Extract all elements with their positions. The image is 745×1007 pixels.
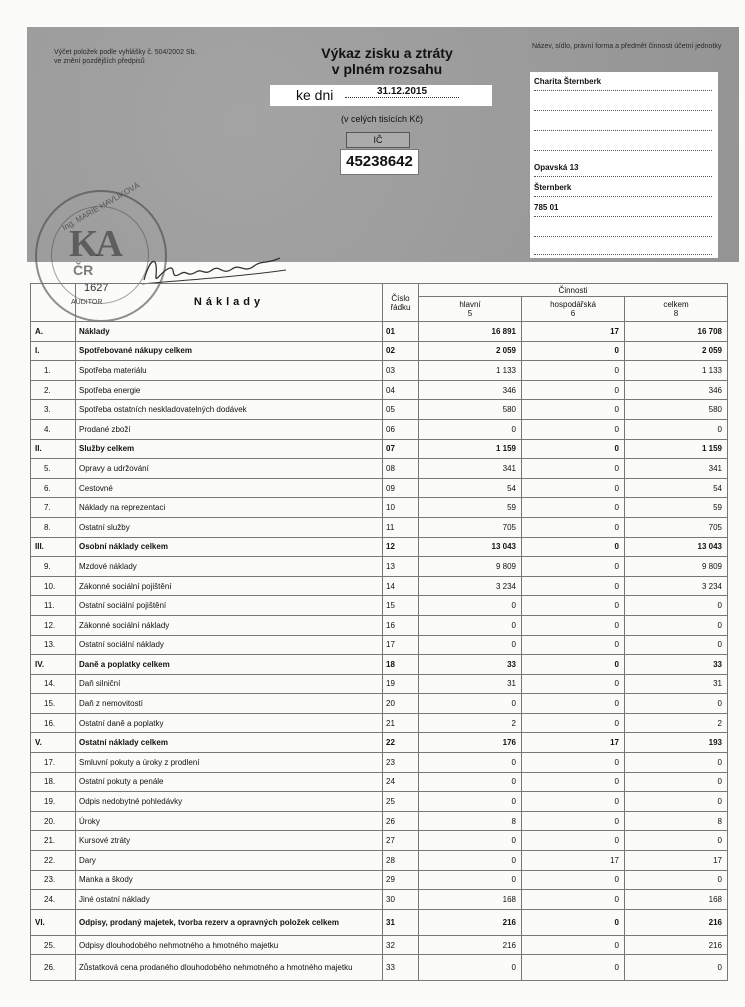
row-value-econ: 0 <box>522 419 625 439</box>
row-line-number: 26 <box>383 811 419 831</box>
row-line-number: 02 <box>383 341 419 361</box>
row-value-total: 346 <box>625 380 728 400</box>
row-value-total: 0 <box>625 635 728 655</box>
row-code: V. <box>31 733 76 753</box>
row-value-main: 2 059 <box>419 341 522 361</box>
table-row <box>31 870 728 890</box>
row-line-number: 08 <box>383 459 419 479</box>
row-value-total: 31 <box>625 674 728 694</box>
row-value-main: 0 <box>419 955 522 981</box>
row-line-number: 30 <box>383 890 419 910</box>
row-line-number: 32 <box>383 935 419 955</box>
row-label: Odpisy, prodaný majetek, tvorba rezerv a opravných položek celkem <box>76 909 383 935</box>
row-label: Služby celkem <box>76 439 383 459</box>
row-code: 14. <box>31 674 76 694</box>
row-value-econ: 0 <box>522 459 625 479</box>
row-line-number: 17 <box>383 635 419 655</box>
table-row <box>31 439 728 459</box>
row-value-total: 0 <box>625 772 728 792</box>
row-value-econ: 0 <box>522 890 625 910</box>
table-row <box>31 733 728 753</box>
row-line-number: 29 <box>383 870 419 890</box>
head-col-total <box>625 297 728 322</box>
table-row <box>31 596 728 616</box>
row-line-number: 19 <box>383 674 419 694</box>
row-value-total: 33 <box>625 655 728 675</box>
head-activities: Činnosti <box>419 284 728 297</box>
row-number-label: řádku <box>390 302 411 312</box>
entity-line: Charita Šternberk <box>534 74 712 91</box>
col-main-label: hlavní <box>459 300 481 309</box>
row-value-main: 705 <box>419 517 522 537</box>
row-value-total: 216 <box>625 909 728 935</box>
row-value-econ: 17 <box>522 322 625 342</box>
row-label: Ostatní náklady celkem <box>76 733 383 753</box>
table-row <box>31 380 728 400</box>
row-value-total: 0 <box>625 831 728 851</box>
row-value-econ: 17 <box>522 733 625 753</box>
table-row <box>31 811 728 831</box>
row-line-number: 05 <box>383 400 419 420</box>
row-value-total: 16 708 <box>625 322 728 342</box>
row-label: Náklady <box>76 322 383 342</box>
col-econ-label: hospodářská <box>550 300 596 309</box>
row-value-total: 3 234 <box>625 576 728 596</box>
row-label: Daně a poplatky celkem <box>76 655 383 675</box>
stamp-number: 1627 <box>84 282 109 294</box>
entity-line <box>534 238 712 255</box>
table-row <box>31 400 728 420</box>
row-value-econ: 0 <box>522 596 625 616</box>
table-row <box>31 831 728 851</box>
row-label: Spotřeba materiálu <box>76 361 383 381</box>
row-value-main: 33 <box>419 655 522 675</box>
row-value-main: 216 <box>419 935 522 955</box>
legal-note: Výčet položek podle vyhlášky č. 504/2002 Sb. ve znění pozdějších předpisů <box>54 49 197 65</box>
row-value-main: 54 <box>419 478 522 498</box>
row-line-number: 07 <box>383 439 419 459</box>
row-value-total: 0 <box>625 694 728 714</box>
row-line-number: 09 <box>383 478 419 498</box>
row-line-number: 04 <box>383 380 419 400</box>
table-row <box>31 890 728 910</box>
document-title <box>277 45 497 77</box>
stamp-bottom-text: AUDITOR <box>71 299 103 306</box>
col-total-label: celkem <box>663 300 689 309</box>
row-line-number: 18 <box>383 655 419 675</box>
row-value-econ: 0 <box>522 935 625 955</box>
row-label: Opravy a udržování <box>76 459 383 479</box>
head-col-econ <box>522 297 625 322</box>
row-value-total: 0 <box>625 955 728 981</box>
row-value-total: 168 <box>625 890 728 910</box>
row-code: A. <box>31 322 76 342</box>
table-row <box>31 955 728 981</box>
row-value-total: 9 809 <box>625 557 728 577</box>
row-line-number: 13 <box>383 557 419 577</box>
stamp-mark: KA <box>69 223 120 265</box>
table-row <box>31 419 728 439</box>
table-row <box>31 498 728 518</box>
row-value-econ: 0 <box>522 478 625 498</box>
row-line-number: 16 <box>383 615 419 635</box>
row-label: Daň silniční <box>76 674 383 694</box>
row-value-main: 0 <box>419 753 522 773</box>
units-note: (v celých tisících Kč) <box>340 114 423 124</box>
row-label: Osobní náklady celkem <box>76 537 383 557</box>
row-value-main: 1 133 <box>419 361 522 381</box>
entity-line: 785 01 <box>534 200 712 217</box>
table-row <box>31 772 728 792</box>
row-label: Spotřeba ostatních neskladovatelných dodávek <box>76 400 383 420</box>
date-box <box>270 85 492 106</box>
costs-table <box>30 283 728 981</box>
row-code: 1. <box>31 361 76 381</box>
table-row <box>31 341 728 361</box>
row-value-total: 0 <box>625 870 728 890</box>
row-value-main: 0 <box>419 772 522 792</box>
row-code: 22. <box>31 851 76 871</box>
row-line-number: 20 <box>383 694 419 714</box>
row-label: Cestovné <box>76 478 383 498</box>
row-line-number: 14 <box>383 576 419 596</box>
row-code: 5. <box>31 459 76 479</box>
row-value-main: 168 <box>419 890 522 910</box>
row-label: Ostatní sociální pojištění <box>76 596 383 616</box>
entity-line <box>534 114 712 131</box>
table-title: Náklady <box>193 296 265 308</box>
row-value-econ: 0 <box>522 955 625 981</box>
row-line-number: 25 <box>383 792 419 812</box>
col-econ-number: 6 <box>570 309 576 318</box>
row-line-number: 06 <box>383 419 419 439</box>
stamp-country: ČR <box>73 262 94 278</box>
row-code: 26. <box>31 955 76 981</box>
row-value-total: 341 <box>625 459 728 479</box>
row-value-econ: 0 <box>522 674 625 694</box>
row-value-total: 580 <box>625 400 728 420</box>
row-code: 20. <box>31 811 76 831</box>
row-label: Ostatní pokuty a penále <box>76 772 383 792</box>
row-value-econ: 0 <box>522 400 625 420</box>
table-row <box>31 459 728 479</box>
row-line-number: 28 <box>383 851 419 871</box>
row-value-econ: 0 <box>522 341 625 361</box>
row-value-total: 1 159 <box>625 439 728 459</box>
row-value-main: 0 <box>419 419 522 439</box>
head-blank <box>31 284 76 322</box>
row-line-number: 27 <box>383 831 419 851</box>
head-col-main <box>419 297 522 322</box>
row-value-econ: 0 <box>522 713 625 733</box>
row-value-total: 8 <box>625 811 728 831</box>
row-value-main: 0 <box>419 851 522 871</box>
table-row <box>31 909 728 935</box>
row-value-econ: 0 <box>522 792 625 812</box>
row-code: 24. <box>31 890 76 910</box>
table-row <box>31 361 728 381</box>
table-row <box>31 576 728 596</box>
row-label: Úroky <box>76 811 383 831</box>
row-label: Manka a škody <box>76 870 383 890</box>
row-value-total: 0 <box>625 792 728 812</box>
row-value-total: 193 <box>625 733 728 753</box>
row-value-main: 0 <box>419 615 522 635</box>
entity-line <box>534 220 712 237</box>
row-line-number: 24 <box>383 772 419 792</box>
row-value-main: 0 <box>419 596 522 616</box>
row-label: Smluvní pokuty a úroky z prodlení <box>76 753 383 773</box>
row-code: 19. <box>31 792 76 812</box>
row-value-econ: 0 <box>522 870 625 890</box>
table-row <box>31 694 728 714</box>
row-value-main: 59 <box>419 498 522 518</box>
row-value-total: 0 <box>625 419 728 439</box>
table-row <box>31 851 728 871</box>
row-value-econ: 17 <box>522 851 625 871</box>
row-value-total: 0 <box>625 596 728 616</box>
row-value-main: 0 <box>419 635 522 655</box>
row-line-number: 22 <box>383 733 419 753</box>
entity-line <box>534 134 712 151</box>
row-line-number: 03 <box>383 361 419 381</box>
row-label: Spotřebované nákupy celkem <box>76 341 383 361</box>
row-code: 9. <box>31 557 76 577</box>
row-value-total: 216 <box>625 935 728 955</box>
row-value-main: 580 <box>419 400 522 420</box>
row-code: 7. <box>31 498 76 518</box>
row-value-main: 346 <box>419 380 522 400</box>
row-value-total: 705 <box>625 517 728 537</box>
row-label: Kursové ztráty <box>76 831 383 851</box>
entity-note: Název, sídlo, právní forma a předmět činnosti účetní jednotky <box>532 43 722 50</box>
row-value-total: 2 059 <box>625 341 728 361</box>
stamp-top-text: Ing. MARIE HAVLÍKOVÁ <box>60 180 142 233</box>
row-line-number: 11 <box>383 517 419 537</box>
row-label: Odpis nedobytné pohledávky <box>76 792 383 812</box>
row-label: Jiné ostatní náklady <box>76 890 383 910</box>
table-row <box>31 478 728 498</box>
row-code: 8. <box>31 517 76 537</box>
row-value-main: 3 234 <box>419 576 522 596</box>
row-value-total: 17 <box>625 851 728 871</box>
table-head-row-1 <box>31 284 728 297</box>
row-label: Ostatní sociální náklady <box>76 635 383 655</box>
table-row <box>31 753 728 773</box>
row-value-econ: 0 <box>522 615 625 635</box>
row-code: VI. <box>31 909 76 935</box>
row-code: 25. <box>31 935 76 955</box>
row-value-main: 0 <box>419 831 522 851</box>
entity-line <box>534 94 712 111</box>
row-code: 4. <box>31 419 76 439</box>
row-code: 3. <box>31 400 76 420</box>
row-value-total: 0 <box>625 753 728 773</box>
row-code: 17. <box>31 753 76 773</box>
row-value-main: 9 809 <box>419 557 522 577</box>
row-value-econ: 0 <box>522 380 625 400</box>
row-value-econ: 0 <box>522 694 625 714</box>
row-value-econ: 0 <box>522 576 625 596</box>
row-label: Zůstatková cena prodaného dlouhodobého nehmotného a hmotného majetku <box>76 955 383 981</box>
row-code: 12. <box>31 615 76 635</box>
entity-box <box>530 72 718 258</box>
table-row <box>31 792 728 812</box>
row-value-total: 13 043 <box>625 537 728 557</box>
row-value-main: 0 <box>419 792 522 812</box>
row-code: II. <box>31 439 76 459</box>
date-prefix: ke dni <box>296 87 334 103</box>
row-line-number: 10 <box>383 498 419 518</box>
row-line-number: 15 <box>383 596 419 616</box>
table-row <box>31 537 728 557</box>
row-value-econ: 0 <box>522 498 625 518</box>
row-value-econ: 0 <box>522 831 625 851</box>
row-code: 11. <box>31 596 76 616</box>
row-code: 15. <box>31 694 76 714</box>
row-code: 18. <box>31 772 76 792</box>
row-value-total: 1 133 <box>625 361 728 381</box>
row-value-total: 59 <box>625 498 728 518</box>
row-label: Mzdové náklady <box>76 557 383 577</box>
row-label: Ostatní daně a poplatky <box>76 713 383 733</box>
row-value-econ: 0 <box>522 772 625 792</box>
entity-line: Opavská 13 <box>534 160 712 177</box>
row-value-main: 16 891 <box>419 322 522 342</box>
ic-value: 45238642 <box>340 149 419 175</box>
row-line-number: 01 <box>383 322 419 342</box>
row-code: 13. <box>31 635 76 655</box>
row-value-main: 216 <box>419 909 522 935</box>
row-label: Prodané zboží <box>76 419 383 439</box>
row-value-econ: 0 <box>522 753 625 773</box>
row-label: Zákonné sociální náklady <box>76 615 383 635</box>
row-value-econ: 0 <box>522 517 625 537</box>
table-row <box>31 713 728 733</box>
row-line-number: 31 <box>383 909 419 935</box>
row-value-main: 8 <box>419 811 522 831</box>
row-label: Odpisy dlouhodobého nehmotného a hmotného majetku <box>76 935 383 955</box>
head-row-number <box>383 284 419 322</box>
row-value-main: 31 <box>419 674 522 694</box>
row-value-econ: 0 <box>522 537 625 557</box>
row-label: Dary <box>76 851 383 871</box>
row-label: Spotřeba energie <box>76 380 383 400</box>
row-value-econ: 0 <box>522 909 625 935</box>
row-value-main: 0 <box>419 870 522 890</box>
row-value-main: 13 043 <box>419 537 522 557</box>
row-label: Ostatní služby <box>76 517 383 537</box>
row-value-main: 0 <box>419 694 522 714</box>
row-label: Náklady na reprezentaci <box>76 498 383 518</box>
head-title-cell <box>76 284 383 322</box>
row-value-econ: 0 <box>522 655 625 675</box>
row-line-number: 21 <box>383 713 419 733</box>
row-value-total: 0 <box>625 615 728 635</box>
table-row <box>31 655 728 675</box>
row-value-econ: 0 <box>522 811 625 831</box>
table-row <box>31 517 728 537</box>
row-line-number: 33 <box>383 955 419 981</box>
row-label: Daň z nemovitostí <box>76 694 383 714</box>
row-code: 6. <box>31 478 76 498</box>
row-value-total: 54 <box>625 478 728 498</box>
row-value-econ: 0 <box>522 439 625 459</box>
row-value-main: 2 <box>419 713 522 733</box>
row-code: I. <box>31 341 76 361</box>
row-code: III. <box>31 537 76 557</box>
table-row <box>31 674 728 694</box>
row-code: 10. <box>31 576 76 596</box>
row-value-total: 2 <box>625 713 728 733</box>
title-line-1: Výkaz zisku a ztráty <box>321 45 453 61</box>
table-row <box>31 557 728 577</box>
row-code: 23. <box>31 870 76 890</box>
row-code: 21. <box>31 831 76 851</box>
table-row <box>31 322 728 342</box>
row-number-label: Číslo <box>391 293 410 303</box>
row-value-main: 341 <box>419 459 522 479</box>
row-value-econ: 0 <box>522 557 625 577</box>
row-line-number: 12 <box>383 537 419 557</box>
row-code: 2. <box>31 380 76 400</box>
col-main-number: 5 <box>467 309 473 318</box>
row-value-main: 176 <box>419 733 522 753</box>
title-line-2: v plném rozsahu <box>331 61 443 77</box>
date-value: 31.12.2015 <box>345 86 459 98</box>
table-row <box>31 615 728 635</box>
row-line-number: 23 <box>383 753 419 773</box>
row-value-main: 1 159 <box>419 439 522 459</box>
col-total-number: 8 <box>673 309 679 318</box>
entity-line: Šternberk <box>534 180 712 197</box>
row-code: IV. <box>31 655 76 675</box>
row-value-econ: 0 <box>522 361 625 381</box>
row-value-econ: 0 <box>522 635 625 655</box>
row-label: Zákonné sociální pojištění <box>76 576 383 596</box>
ic-label: IČ <box>346 132 410 148</box>
row-code: 16. <box>31 713 76 733</box>
table-row <box>31 935 728 955</box>
table-row <box>31 635 728 655</box>
